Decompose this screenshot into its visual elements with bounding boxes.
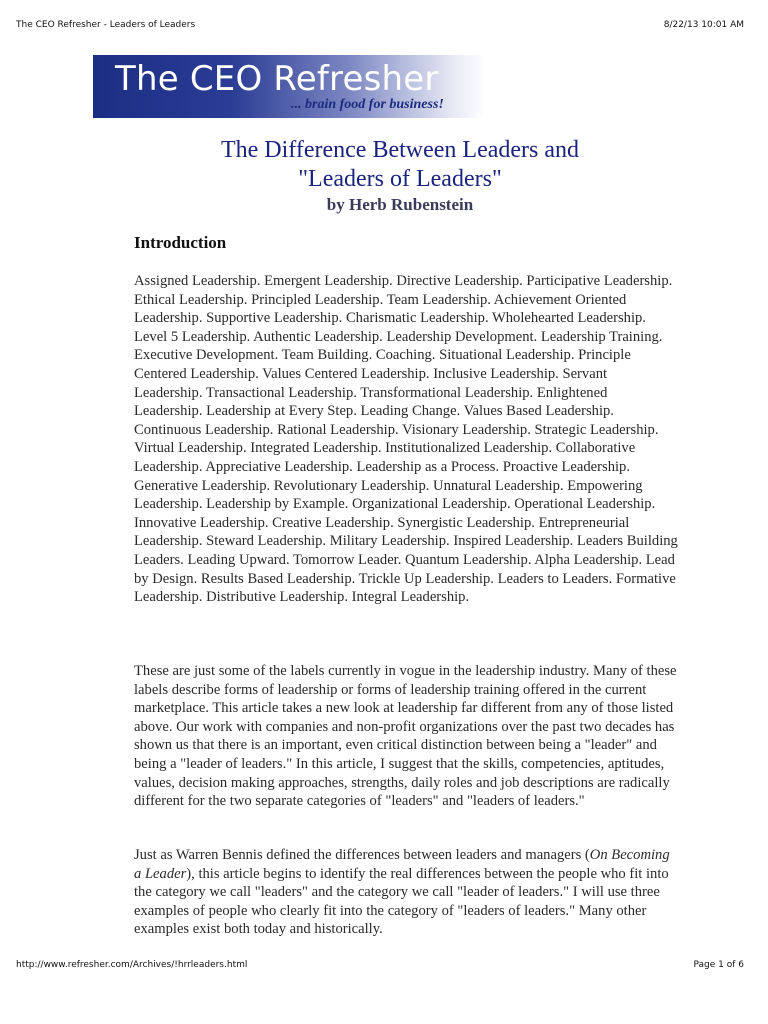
- site-banner[interactable]: [93, 55, 485, 118]
- book-title: On Becoming a Leader: [134, 847, 670, 882]
- article-author: by Herb Rubenstein: [326, 195, 474, 214]
- paragraph-2: These are just some of the labels currently in vogue in the leadership industry. Many of these labels describe forms of leadership or forms of leadership training offered in the current marketplace. This article takes a new look at leadership far different from any of those listed above. Our work with companies and non-profit organizations over the past two decades has shown us that there is an important, even critical distinction between being a "leader" and being a "leader of leaders." In this article, I suggest that the skills, competencies, aptitudes, values, decision making approaches, strengths, daily roles and job descriptions are radically different for the two separate categories of "leaders" and "leaders of leaders.": [134, 663, 677, 810]
- paragraph-3-part-1: Just as Warren Bennis defined the differences between leaders and managers (: [134, 847, 590, 863]
- print-footer-page: Page 1 of 6: [693, 960, 744, 970]
- paragraph-3-part-2: ), this article begins to identify the real differences between the people who fit into the category we call "leaders" and the category we call "leader of leaders." I will use three examples of people who clearly fit into the category of "leaders of leaders." Many other examples exist both today and historically.: [134, 865, 669, 938]
- banner-title: The CEO Refresher: [115, 59, 439, 99]
- paragraph-1: Assigned Leadership. Emergent Leadership. Directive Leadership. Participative Leadership. Ethical Leadership. Principled Leadership. Team Leadership. Achievement Oriented Leadership. Supportive Leadership. Charismatic Leadership. Wholehearted Leadership. Level 5 Leadership. Authentic Leadership. Leadership Development. Leadership Training. Executive Development. Team Building. Coaching. Situational Leadership. Principle Centered Leadership. Values Centered Leadership. Inclusive Leadership. Servant Leadership. Transactional Leadership. Transformational Leadership. Enlightened Leadership. Leadership at Every Step. Leading Change. Values Based Leadership. Continuous Leadership. Rational Leadership. Visionary Leadership. Strategic Leadership. Virtual Leadership. Integrated Leadership. Institutionalized Leadership. Collaborative Leadership. Appreciative Leadership. Leadership as a Process. Proactive Leadership. Generative Leadership. Revolutionary Leadership. Unnatural Leadership. Empowering Leadership. Leadership by Example. Organizational Leadership. Operational Leadership. Innovative Leadership. Creative Leadership. Synergistic Leadership. Entrepreneurial Leadership. Steward Leadership. Military Leadership. Inspired Leadership. Leaders Building Leaders. Leading Upward. Tomorrow Leader. Quantum Leadership. Alpha Leadership. Lead by Design. Results Based Leadership. Trickle Up Leadership. Leaders to Leaders. Formative Leadership. Distributive Leadership. Integral Leadership.: [134, 273, 678, 606]
- print-header-date: 8/22/13 10:01 AM: [663, 20, 744, 30]
- article-title: [134, 136, 666, 194]
- section-heading: Introduction: [134, 233, 227, 252]
- article-title-line-1: The Difference Between Leaders and: [220, 137, 580, 163]
- print-header-title: The CEO Refresher - Leaders of Leaders: [16, 20, 196, 30]
- banner-tagline: ... brain food for business!: [291, 97, 444, 112]
- print-footer-url: http://www.refresher.com/Archives/!hrrleaders.html: [16, 960, 248, 970]
- paragraph-3: [134, 846, 679, 939]
- article-title-line-2: "Leaders of Leaders": [298, 166, 502, 192]
